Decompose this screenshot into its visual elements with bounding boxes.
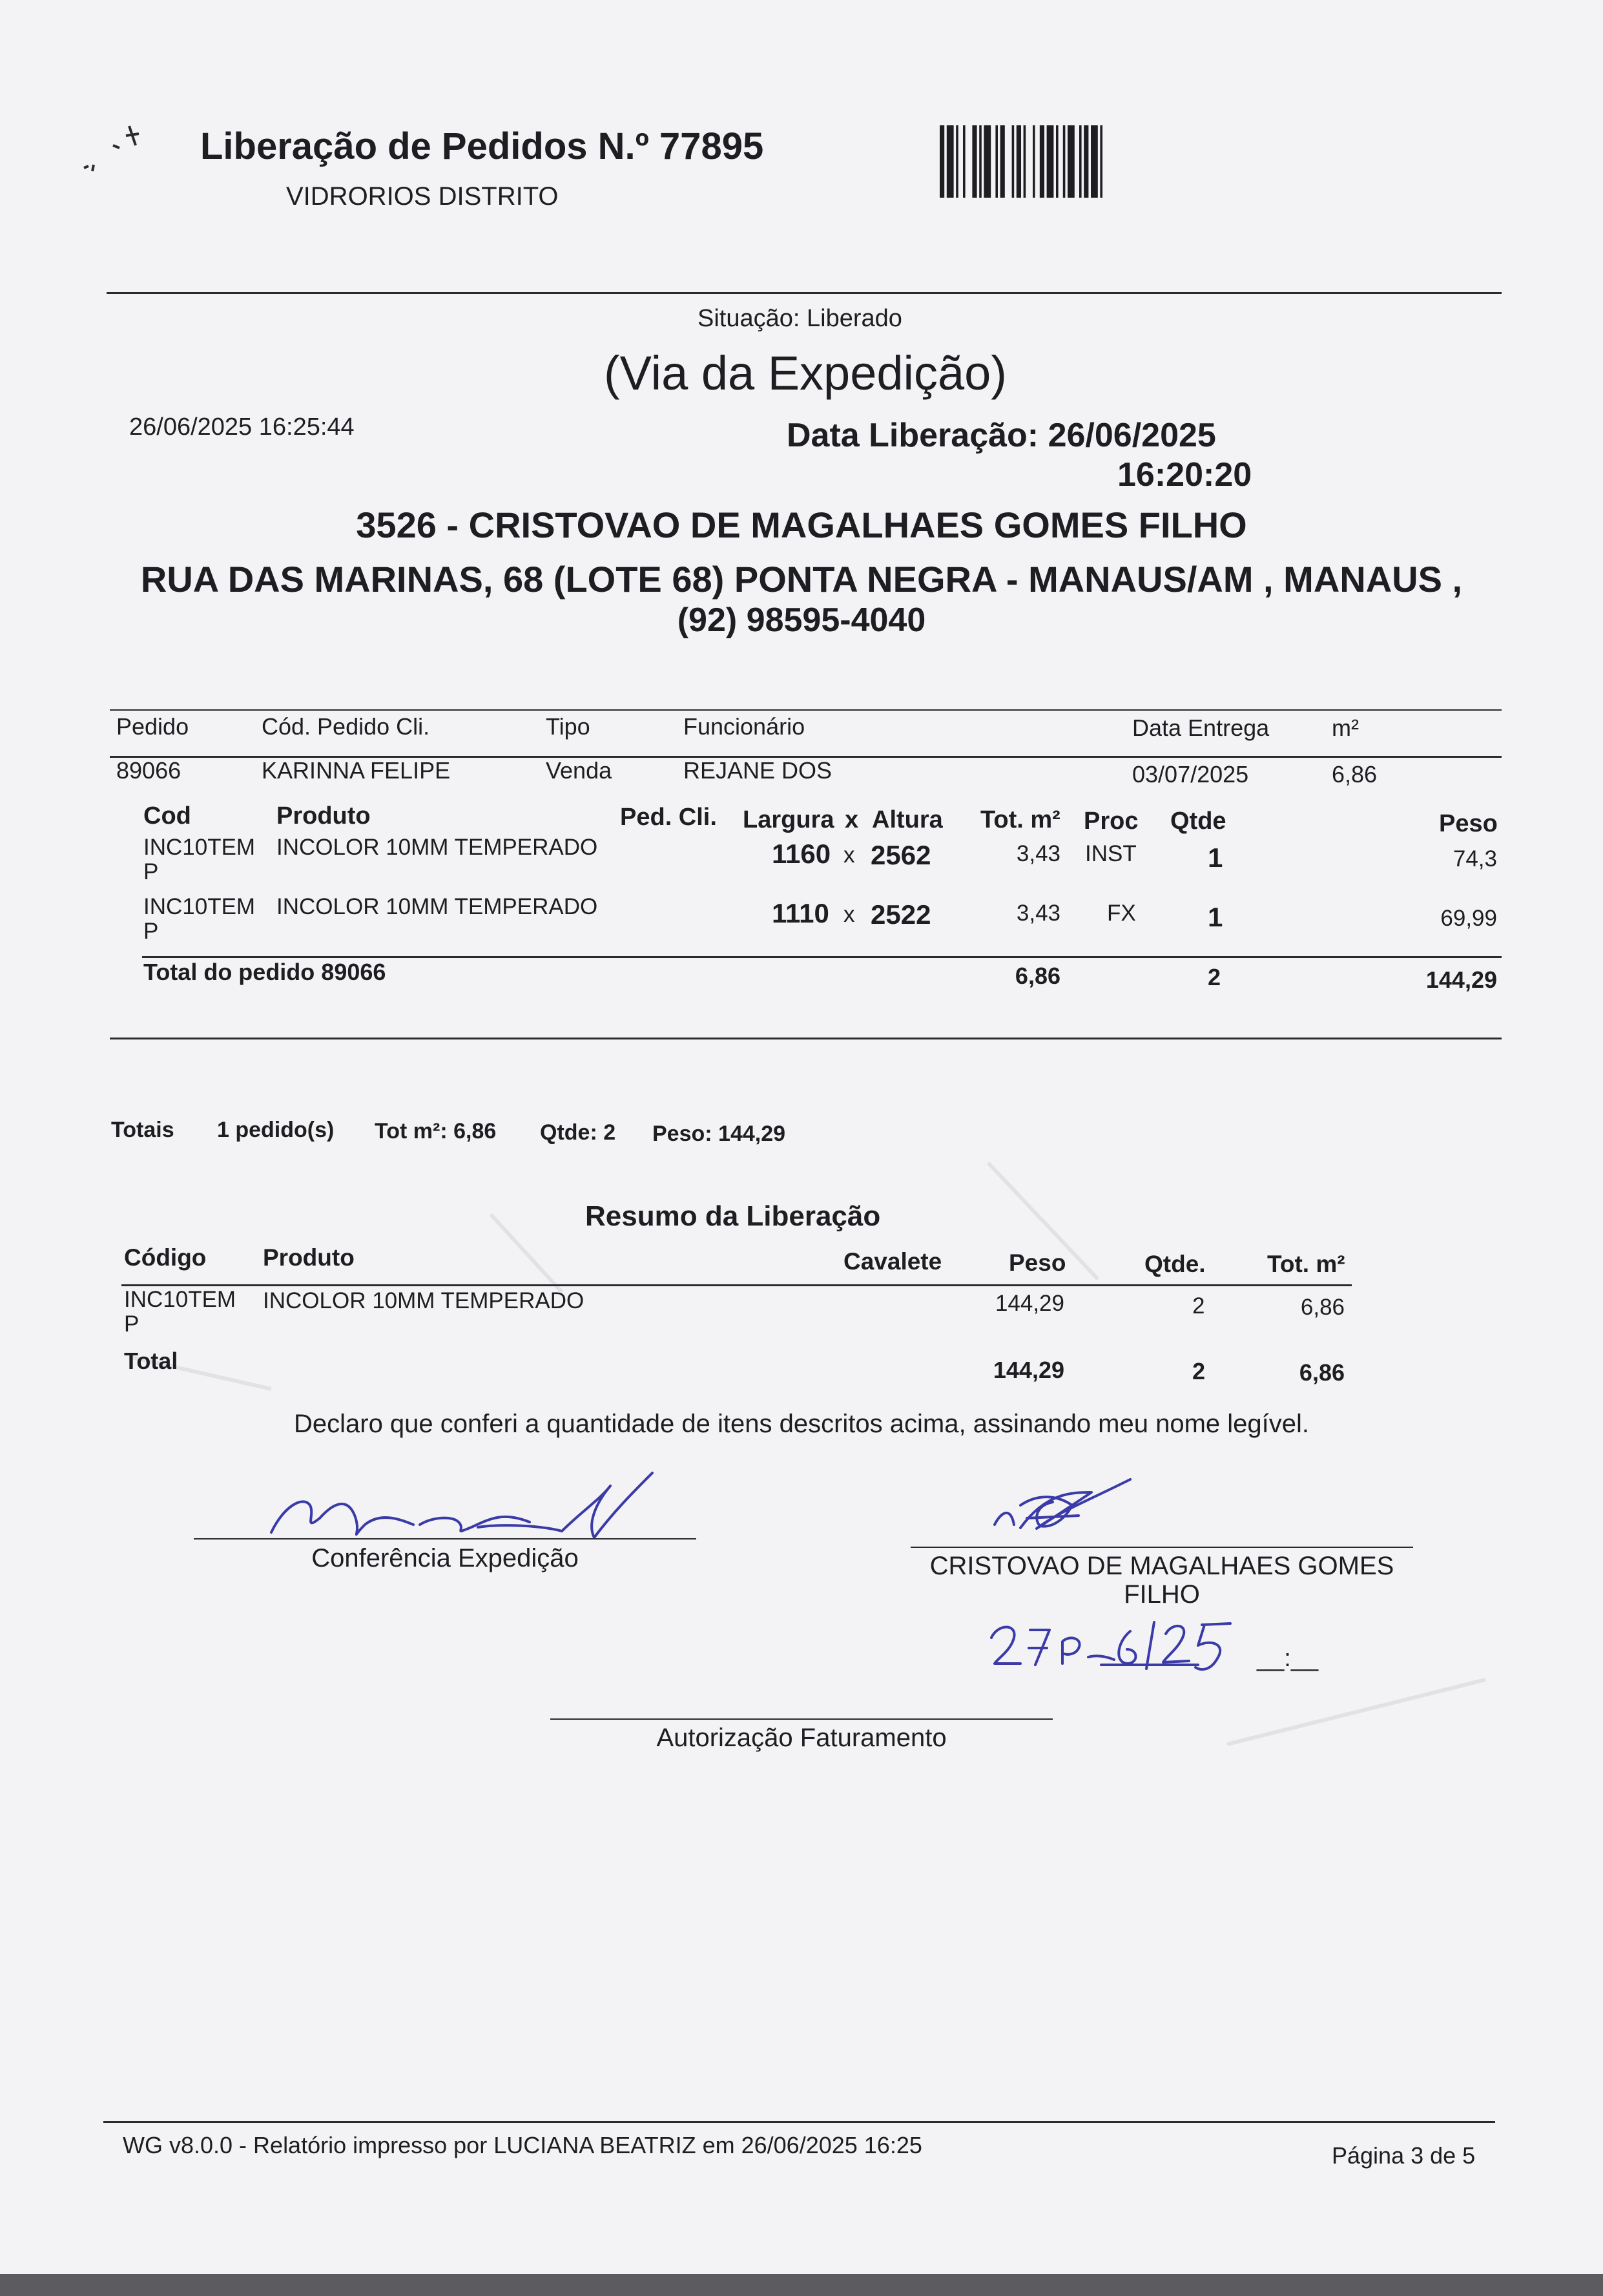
item-col-altura: Altura <box>872 806 943 833</box>
barcode-bar <box>979 125 982 198</box>
barcode-bar <box>1012 125 1015 198</box>
logo-mark-icon <box>74 120 145 178</box>
order-cod-pedido-cli: KARINNA FELIPE <box>262 757 451 784</box>
item-cod-suffix: P <box>143 919 159 944</box>
col-m2: m² <box>1332 715 1359 741</box>
item-col-x: x <box>845 806 859 833</box>
item-cod: INC10TEM <box>143 894 256 919</box>
cliente-name-line1: CRISTOVAO DE MAGALHAES GOMES <box>929 1552 1394 1580</box>
handwritten-signature-conferencia <box>258 1460 685 1550</box>
item-proc: INST <box>1085 841 1137 866</box>
hora-liberacao: 16:20:20 <box>1117 456 1252 494</box>
totais-label: Totais <box>111 1118 174 1142</box>
item-largura: 1110 <box>772 898 829 928</box>
resumo-codigo: INC10TEM <box>124 1287 236 1312</box>
client-phone: (92) 98595-4040 <box>677 601 926 639</box>
item-x: x <box>843 842 855 868</box>
item-altura: 2522 <box>871 899 931 930</box>
item-qtde: 1 <box>1208 902 1223 932</box>
resumo-col-qtde: Qtde. <box>1144 1251 1206 1277</box>
barcode-bar <box>1047 125 1054 198</box>
resumo-total-peso: 144,29 <box>993 1357 1064 1383</box>
item-produto: INCOLOR 10MM TEMPERADO <box>276 835 598 860</box>
barcode-bar <box>1033 125 1035 198</box>
resumo-col-produto: Produto <box>263 1244 355 1271</box>
header-divider <box>107 292 1502 294</box>
barcode-bar <box>984 125 991 198</box>
barcode-bar <box>940 125 944 198</box>
barcode-bar <box>972 125 977 198</box>
item-tot-m2: 3,43 <box>1016 841 1060 866</box>
via-label: (Via da Expedição) <box>604 346 1007 400</box>
resumo-total-label: Total <box>124 1348 178 1374</box>
resumo-col-cavalete: Cavalete <box>843 1248 942 1275</box>
time-blank: __:__ <box>1257 1645 1319 1672</box>
item-peso: 69,99 <box>1440 906 1497 931</box>
resumo-col-tot-m2: Tot. m² <box>1267 1251 1345 1277</box>
item-x: x <box>843 902 855 927</box>
barcode-bar <box>1056 125 1059 198</box>
handwritten-date <box>985 1612 1256 1683</box>
col-data-entrega: Data Entrega <box>1132 715 1270 741</box>
resumo-tot-m2: 6,86 <box>1300 1295 1345 1320</box>
scan-edge <box>0 2274 1603 2296</box>
item-col-produto: Produto <box>276 802 371 830</box>
cliente-name-line2: FILHO <box>1124 1580 1200 1609</box>
resumo-codigo-suffix: P <box>124 1311 140 1337</box>
col-cod-pedido-cli: Cód. Pedido Cli. <box>262 713 430 740</box>
situacao-status: Situação: Liberado <box>698 305 902 332</box>
barcode-bar <box>1040 125 1044 198</box>
conferencia-label: Conferência Expedição <box>311 1544 579 1572</box>
signature-line-cliente <box>911 1547 1413 1548</box>
item-cod-suffix: P <box>143 859 159 884</box>
totais-peso: Peso: 144,29 <box>652 1122 786 1146</box>
resumo-qtde: 2 <box>1192 1293 1205 1319</box>
barcode-bar <box>1084 125 1088 198</box>
client-name: 3526 - CRISTOVAO DE MAGALHAES GOMES FILHO <box>356 505 1247 545</box>
order-funcionario: REJANE DOS <box>683 757 833 784</box>
item-proc: FX <box>1107 901 1136 926</box>
printed-timestamp: 26/06/2025 16:25:44 <box>129 413 355 441</box>
item-total-rule <box>142 956 1502 958</box>
col-pedido: Pedido <box>116 713 189 740</box>
order-total-qtde: 2 <box>1208 964 1221 990</box>
order-pedido: 89066 <box>116 757 181 784</box>
footer-rule <box>103 2121 1495 2123</box>
resumo-col-peso: Peso <box>1009 1249 1066 1276</box>
resumo-total-tot-m2: 6,86 <box>1299 1359 1345 1386</box>
order-total-peso: 144,29 <box>1425 966 1497 993</box>
order-table-top-rule <box>110 709 1502 711</box>
barcode-bar <box>1100 125 1102 198</box>
item-col-peso: Peso <box>1439 810 1498 837</box>
order-tipo: Venda <box>546 757 612 784</box>
order-total-m2: 6,86 <box>1015 963 1060 989</box>
barcode-bar <box>1063 125 1066 198</box>
barcode-icon <box>940 125 1185 200</box>
document-title: Liberação de Pedidos N.º 77895 <box>200 125 764 167</box>
item-col-ped-cli: Ped. Cli. <box>620 804 717 831</box>
client-address: RUA DAS MARINAS, 68 (LOTE 68) PONTA NEGRA - MANAUS/AM , MANAUS , <box>140 559 1463 600</box>
autorizacao-label: Autorização Faturamento <box>656 1724 947 1752</box>
totais-pedidos: 1 pedido(s) <box>217 1118 335 1142</box>
barcode-bar <box>1024 125 1026 198</box>
resumo-total-qtde: 2 <box>1192 1358 1206 1384</box>
item-cod: INC10TEM <box>143 835 256 860</box>
order-total-label: Total do pedido 89066 <box>143 959 386 985</box>
resumo-produto: INCOLOR 10MM TEMPERADO <box>263 1288 584 1313</box>
col-funcionario: Funcionário <box>683 713 805 740</box>
footer-printed-by: WG v8.0.0 - Relatório impresso por LUCIANA BEATRIZ em 26/06/2025 16:25 <box>123 2132 922 2158</box>
resumo-title: Resumo da Liberação <box>585 1200 881 1232</box>
order-m2: 6,86 <box>1332 761 1378 788</box>
barcode-bar <box>1091 125 1098 198</box>
data-liberacao: Data Liberação: 26/06/2025 <box>787 417 1216 454</box>
totais-tot-m2: Tot m²: 6,86 <box>375 1119 497 1143</box>
item-altura: 2562 <box>871 840 931 870</box>
order-data-entrega: 03/07/2025 <box>1132 761 1249 788</box>
item-qtde: 1 <box>1208 842 1223 873</box>
item-largura: 1160 <box>772 839 831 869</box>
signature-line-autorizacao <box>550 1718 1053 1720</box>
declaration-text: Declaro que conferi a quantidade de itens descritos acima, assinando meu nome legível. <box>293 1410 1310 1438</box>
footer-page-number: Página 3 de 5 <box>1332 2142 1476 2169</box>
barcode-bar <box>1000 125 1005 198</box>
item-produto: INCOLOR 10MM TEMPERADO <box>276 894 598 919</box>
barcode-bar <box>1079 125 1082 198</box>
barcode-bar <box>947 125 954 198</box>
item-col-tot-m2: Tot. m² <box>980 806 1060 833</box>
resumo-col-codigo: Código <box>124 1244 207 1271</box>
order-section-bottom-rule <box>110 1038 1502 1039</box>
item-col-largura: Largura <box>743 806 834 833</box>
item-tot-m2: 3,43 <box>1016 901 1060 926</box>
barcode-bar <box>1017 125 1021 198</box>
item-col-proc: Proc <box>1084 808 1139 835</box>
company-name: VIDRORIOS DISTRITO <box>286 182 559 211</box>
handwritten-signature-cliente <box>975 1466 1143 1550</box>
barcode-bar <box>1068 125 1075 198</box>
signature-line-conferencia <box>194 1538 696 1539</box>
totais-qtde: Qtde: 2 <box>540 1120 616 1145</box>
barcode-bar <box>963 125 966 198</box>
item-peso: 74,3 <box>1453 846 1497 871</box>
barcode-bar <box>995 125 998 198</box>
item-col-qtde: Qtde <box>1170 808 1226 835</box>
resumo-peso: 144,29 <box>995 1291 1064 1316</box>
barcode-bar <box>956 125 958 198</box>
resumo-header-rule <box>121 1284 1352 1286</box>
col-tipo: Tipo <box>546 713 590 740</box>
item-col-cod: Cod <box>143 802 191 830</box>
